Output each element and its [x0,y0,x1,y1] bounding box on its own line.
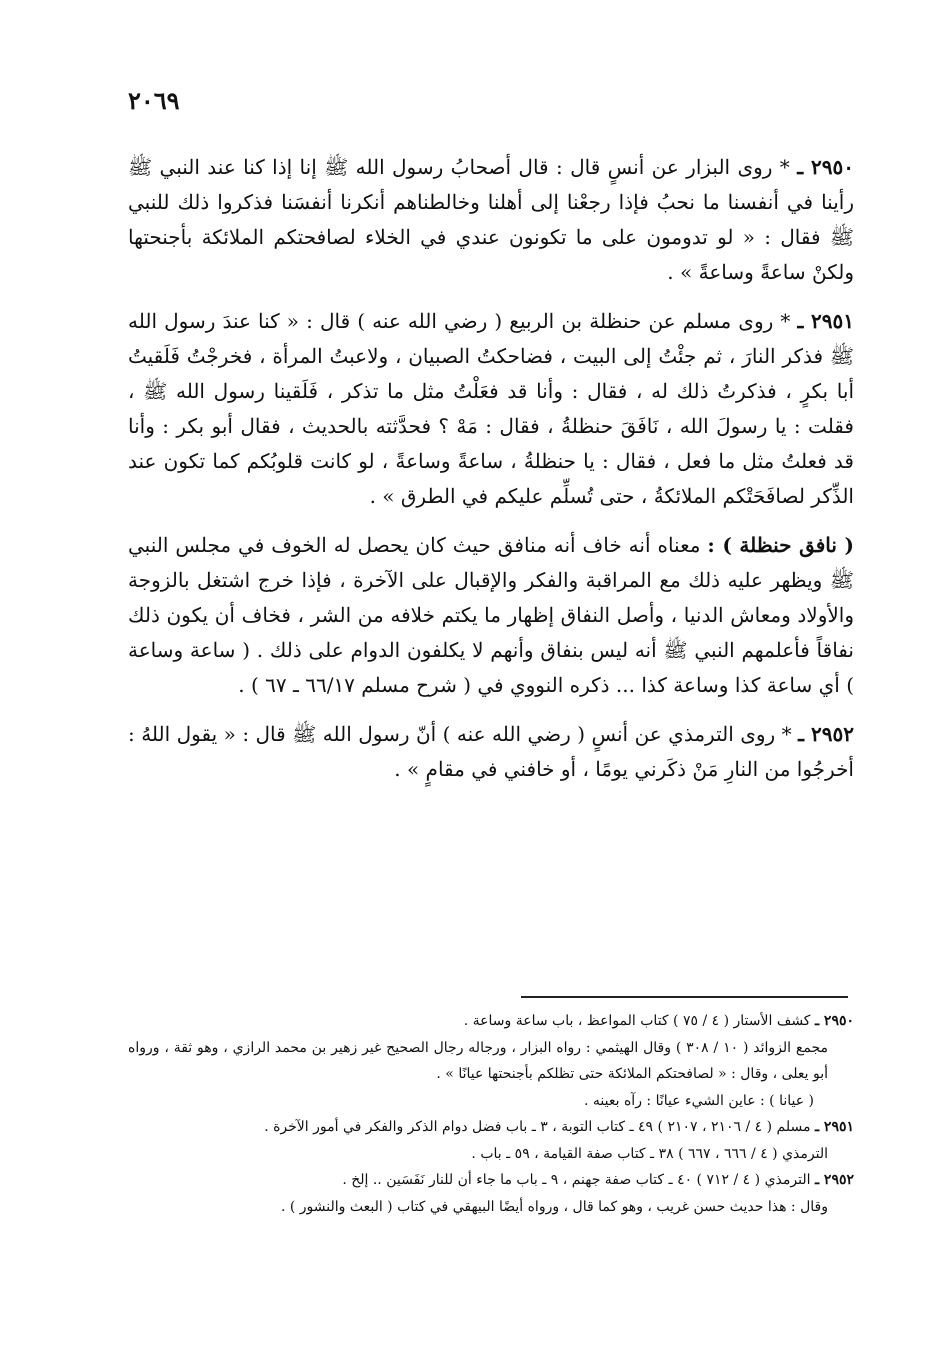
hadith-2951 [128,304,854,514]
footnote-text: الترمذي ( ٤ / ٧١٢ ) ٤٠ ـ كتاب صفة جهنم ، ٩ ـ باب ما جاء أن للنار نَفَسَين .. إلخ . [342,1172,811,1188]
footnote-2950 [128,1008,854,1035]
footnote-text: الترمذي ( ٤ / ٦٦٦ ، ٦٦٧ ) ٣٨ ـ كتاب صفة القيامة ، ٥٩ ـ باب . [471,1145,828,1162]
footnote-text: كشف الأستار ( ٤ / ٧٥ ) كتاب المواعظ ، باب ساعة وساعة . [463,1013,811,1029]
footnote-divider [521,996,848,998]
page-number: ٢٠٦٩ [128,86,180,115]
explanation-paragraph [128,528,854,703]
footnote-majma [128,1035,854,1088]
footnote-number: ٢٩٥١ ـ [814,1119,854,1135]
hadith-number: ٢٩٥٠ ـ [797,155,854,179]
explanation-text: معناه أنه خاف أنه منافق حيث كان يحصل له الخوف في مجلس النبي ﷺ ويظهر عليه ذلك مع المراقبة والفكر والإقبال على الآخرة ، فإذا خرج اشتغل بالزوجة والأولاد ومعاش الدنيا ، وأصل النفاق إظهار ما يكتم خلافه من الشر ، فخاف أن يكون ذلك نفاقاً فأعلمهم النبي ﷺ أنه ليس بنفاق وأنهم لا يكلفون الدوام على ذلك . ( ساعة وساعة ) أي ساعة كذا وساعة كذا ... ذكره النووي في ( شرح مسلم ٦٦/١٧ ـ ٦٧ ) . [128,533,854,697]
footnote-2951 [128,1114,854,1141]
main-text [128,150,854,801]
hadith-number: ٢٩٥٢ ـ [798,722,854,746]
footnotes [128,1008,854,1220]
hadith-number: ٢٩٥١ ـ [797,309,855,333]
hadith-text: * روى الترمذي عن أنسٍ ( رضي الله عنه ) أنّ رسول الله ﷺ قال : « يقول اللهُ : أخرجُوا من النارِ مَنْ ذكَرني يومًا ، أو خافني في مقامٍ » . [128,722,854,781]
footnote-text: ( عيانا ) : عاين الشيء عيانًا : رآه بعينه . [584,1092,814,1109]
footnote-number: ٢٩٥٠ ـ [814,1013,854,1029]
footnote-qala [128,1194,854,1221]
footnote-text: وقال : هذا حديث حسن غريب ، وهو كما قال ، ورواه أيضًا البيهقي في كتاب ( البعث والنشور ) . [280,1198,828,1215]
footnote-2952 [128,1167,854,1194]
hadith-text: * روى مسلم عن حنظلة بن الربيع ( رضي الله عنه ) قال : « كنا عندَ رسول الله ﷺ فذكر النارَ ، ثم جئْتُ إلى البيت ، فضاحكتُ الصبيان ، ولاعبتُ المرأة ، فخرجْتُ فَلَقيتُ أبا بكرٍ ، فذكرتُ ذلك له ، فقال : وأنا قد فعَلْتُ مثل ما تذكر ، فَلَقينا رسول الله ﷺ ، فقلت : يا رسولَ الله ، نَافَقَ حنظلةُ ، فقال : مَهْ ؟ فحدَّثته بالحديث ، فقال أبو بكر : وأنا قد فعلتُ مثل ما فعل ، فقال : يا حنظلةُ ، ساعةً وساعةً ، لو كانت قلوبُكم كما تكون عند الذِّكر لصافَحَتْكم الملائكةُ ، حتى تُسلِّم عليكم في الطرق » . [128,309,854,508]
footnote-number: ٢٩٥٢ ـ [814,1172,854,1188]
footnote-iyanan [128,1088,854,1115]
hadith-2950 [128,150,854,290]
footnote-text: مسلم ( ٤ / ٢١٠٦ ، ٢١٠٧ ) ٤٩ ـ كتاب التوبة ، ٣ ـ باب فضل دوام الذكر والفكر في أمور الآخرة . [264,1119,811,1135]
explanation-term: ( نافق حنظلة ) : [707,533,854,557]
hadith-text: * روى البزار عن أنسٍ قال : قال أصحابُ رسول الله ﷺ إنا إذا كنا عند النبي ﷺ رأينا في أنفسنا ما نحبُ فإذا رجعْنا إلى أهلنا وخالطناهم أنكرنا أنفسَنا فذكروا ذلك للنبي ﷺ فقال : « لو تدومون على ما تكونون عندي في الخلاء لصافحتكم الملائكة بأجنحتها ولكنْ ساعةً وساعةً » . [128,155,854,284]
footnote-text: مجمع الزوائد ( ١٠ / ٣٠٨ ) وقال الهيثمي : رواه البزار ، ورجاله رجال الصحيح غير زهير بن محمد الرازي ، وهو ثقة ، ورواه أبو يعلى ، وقال : « لصافحتكم الملائكة حتى تظلكم بأجنحتها عيانًا » . [128,1039,828,1082]
hadith-2952 [128,717,854,787]
footnote-tirmidhi-1 [128,1141,854,1168]
